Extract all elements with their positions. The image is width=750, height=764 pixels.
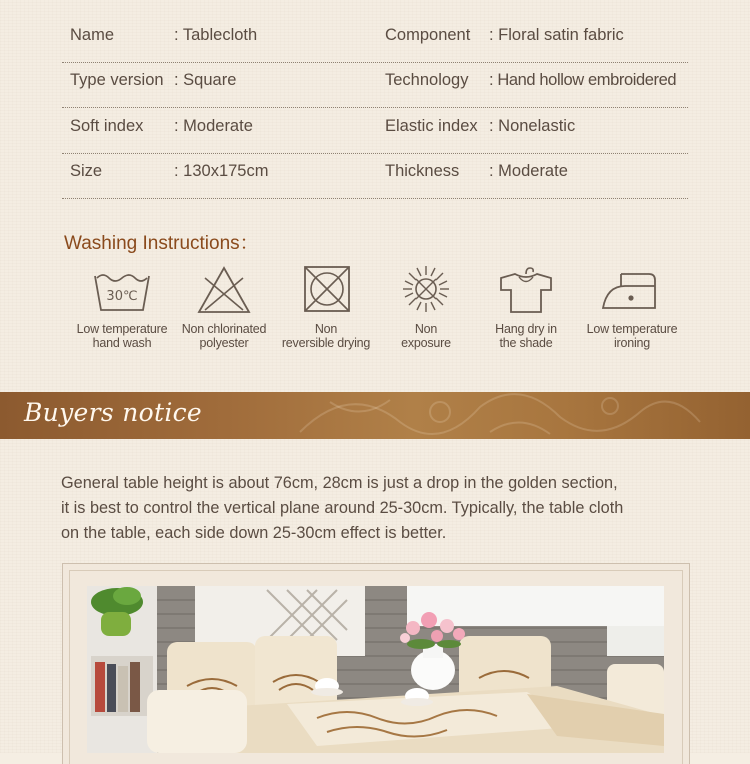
notice-paragraph (61, 471, 701, 546)
no-tumble-dry-icon (295, 264, 357, 316)
no-bleach-icon (193, 264, 255, 316)
wash-caption: Hang dry in (495, 322, 557, 336)
spec-value: : Square (174, 71, 237, 89)
spec-label: Name (70, 26, 115, 44)
wash-item-no-sun (368, 264, 484, 350)
iron-icon (599, 264, 665, 316)
spec-value: : Moderate (489, 162, 568, 180)
wash-caption: Non chlorinated (181, 322, 267, 336)
spec-label: Component (385, 26, 471, 44)
buyers-notice-banner (0, 392, 750, 439)
spec-value: : 130x175cm (174, 162, 269, 180)
spec-label: Thickness (385, 162, 460, 180)
wash-caption: Non (414, 322, 438, 336)
product-photo (87, 586, 664, 753)
spec-value: : Tablecloth (174, 26, 258, 44)
wash-item-hang-dry (468, 264, 584, 350)
spec-label: Size (70, 162, 103, 180)
spec-row-type (62, 67, 688, 108)
wash-caption: the shade (499, 336, 553, 350)
wash-caption: ironing (613, 336, 651, 350)
spec-label: Technology (385, 71, 469, 89)
wash-caption: Low temperature (586, 322, 678, 336)
wash-caption: polyester (199, 336, 249, 350)
wash-item-iron (574, 264, 690, 350)
hang-dry-icon (495, 264, 557, 316)
spec-value: : Floral satin fabric (489, 26, 624, 44)
wash-item-no-bleach (166, 264, 282, 350)
spec-label: Type version (70, 71, 164, 89)
wash-caption: reversible drying (281, 336, 371, 350)
spec-row-name (62, 22, 688, 63)
notice-line: on the table, each side down 25-30cm effect is better. (61, 524, 447, 542)
notice-line: it is best to control the vertical plane around 25-30cm. Typically, the table cloth (61, 499, 624, 517)
wash-caption: exposure (401, 336, 451, 350)
spec-value: : Nonelastic (489, 117, 576, 135)
ornament-icon (290, 392, 710, 439)
spec-value: : Moderate (174, 117, 253, 135)
wash-caption: Non (314, 322, 338, 336)
wash-item-hand-wash (64, 264, 180, 350)
wash-caption: Low temperature (76, 322, 168, 336)
wash-tub-icon (91, 264, 153, 316)
banner-title: Buyers notice (24, 398, 203, 427)
notice-line: General table height is about 76cm, 28cm is just a drop in the golden section, (61, 474, 618, 492)
washing-title: Washing Instructions： (64, 233, 259, 254)
spec-label: Elastic index (385, 117, 478, 135)
spec-row-soft (62, 113, 688, 154)
spec-label: Soft index (70, 117, 144, 135)
wash-caption: hand wash (92, 336, 152, 350)
temp-label: 30℃ (106, 289, 138, 304)
spec-value: : Hand hollow embroidered (489, 71, 677, 89)
wash-item-no-tumble (268, 264, 384, 350)
no-sun-icon (395, 264, 457, 316)
spec-row-size (62, 158, 688, 199)
